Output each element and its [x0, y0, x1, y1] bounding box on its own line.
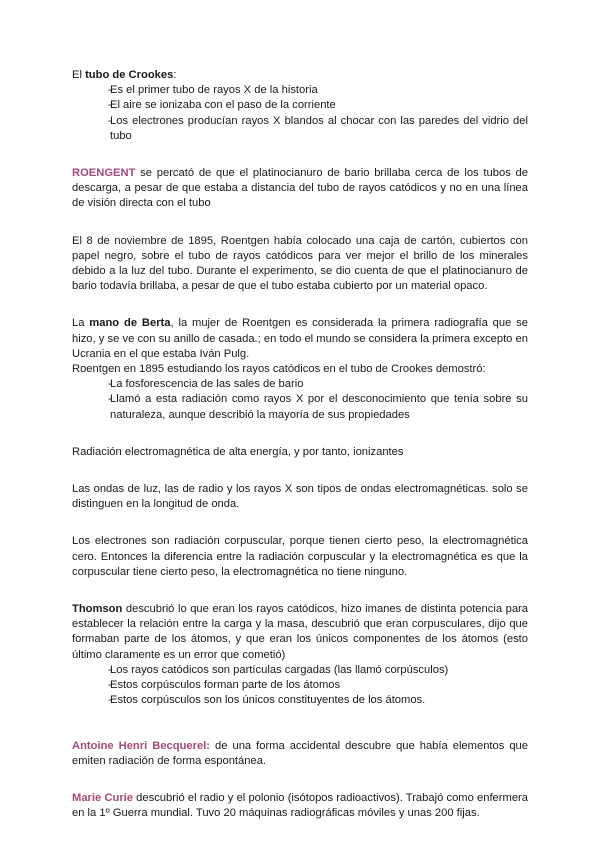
list-item: - Los electrones producían rayos X blandos al chocar con las paredes del vidrio del tubo: [90, 114, 528, 144]
berta-paragraph: [72, 316, 528, 362]
list-item: - Es el primer tubo de rayos X de la historia: [90, 83, 528, 98]
waves-paragraph: Las ondas de luz, las de radio y los rayos X son tipos de ondas electromagnéticas. solo se distinguen en la longitud de onda.: [72, 483, 528, 511]
becquerel-text: de una forma accidental descubre que había elementos que emiten radiación de forma espontánea.: [72, 739, 528, 767]
curie-paragraph: [72, 791, 528, 821]
curie-name: Marie Curie: [72, 791, 133, 804]
list-item: - La fosforescencia de las sales de bario: [90, 377, 528, 392]
november-paragraph: El 8 de noviembre de 1895, Roentgen había colocado una caja de cartón, cubiertos con papel negro, sobre el tubo de rayos catódicos para ver mejor el brillo de los minerales debido a la luz del tubo. Durante el experimento, se dio cuenta de que el platinocianuro de bario todavía brillaba, a pesar de que el tubo estaba cubierto por un material opaco.: [72, 234, 528, 293]
thomson-list: [90, 663, 528, 709]
becquerel-name: Antoine Henri Becquerel:: [72, 739, 211, 752]
radiation-line: Radiación electromagnética de alta energía, y por tanto, ionizantes: [72, 445, 404, 458]
berta-term: mano de Berta: [89, 317, 171, 330]
roentgen-text: se percató de que el platinocianuro de bario brillaba cerca de los tubos de descarga, a pesar de que estaba a distancia del tubo de rayos catódicos y no en una línea de visión directa con el tubo: [72, 167, 528, 210]
crookes-intro-prefix: El: [72, 69, 86, 81]
roentgen-name: ROENGENT: [72, 167, 136, 180]
thomson-name: Thomson: [72, 603, 123, 616]
thomson-text: descubrió lo que eran los rayos catódicos, hizo imanes de distinta potencia para establecer la relación entre la carga y la masa, descubrió que eran corpusculares, dijo que formaban parte de los átomos, y que eran los únicos componentes de los átomos (esto último claramente es un error que cometió): [72, 603, 528, 661]
list-item: - Estos corpúsculos son los únicos constituyentes de los átomos.: [90, 693, 528, 708]
list-item: - Los rayos catódicos son partículas cargadas (las llamó corpúsculos): [90, 663, 528, 678]
crookes-term: tubo de Crookes: [85, 69, 174, 81]
berta-text: , la mujer de Roentgen es considerada la primera radiografía que se hizo, y se ve con su anillo de casada.; en todo el mundo se considera la primera excepto en Ucrania en el que estaba Iván Pulg.: [72, 317, 528, 360]
demonstrated-list: [90, 377, 528, 423]
curie-text: descubrió el radio y el polonio (isótopos radioactivos). Trabajó como enfermera en la 1º Guerra mundial. Tuvo 20 máquinas radiográficas móviles y unas 200 fijas.: [72, 791, 528, 820]
berta-prefix: La: [72, 317, 90, 330]
roentgen-paragraph: [72, 166, 528, 212]
demonstrated-intro: Roentgen en 1895 estudiando los rayos catódicos en el tubo de Crookes demostró:: [72, 363, 486, 376]
crookes-intro: [72, 68, 528, 83]
list-item: - El aire se ionizaba con el paso de la corriente: [90, 98, 528, 113]
electrons-paragraph: Los electrones son radiación corpuscular, porque tienen cierto peso, la electromagnética cero. Entonces la diferencia entre la radiación corpuscular y la electromagnética es que la corpuscular tiene cierto peso, la electromagnética no tiene ninguno.: [72, 535, 528, 578]
becquerel-paragraph: [72, 739, 528, 769]
thomson-paragraph: [72, 602, 528, 663]
list-item: - Estos corpúsculos forman parte de los átomos: [90, 678, 528, 693]
list-item: - Llamó a esta radiación como rayos X por el desconocimiento que tenía sobre su naturaleza, aunque describió la mayoría de sus propiedades: [90, 392, 528, 422]
crookes-list: [90, 83, 528, 144]
crookes-intro-suffix: :: [173, 69, 177, 81]
